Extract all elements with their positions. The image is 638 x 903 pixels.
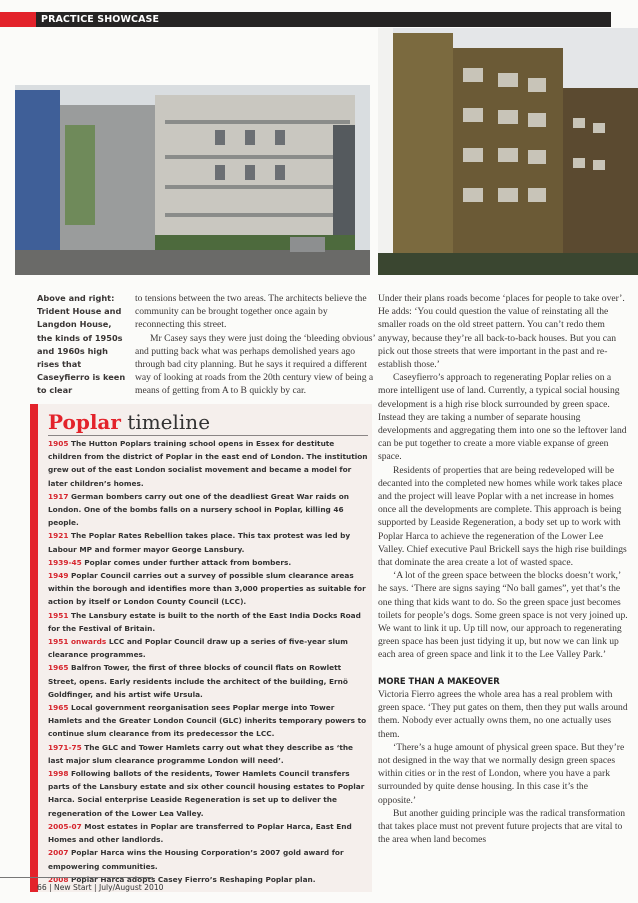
paragraph: ‘There’s a huge amount of physical green space. But they’re not designed in the way that we normally design green spaces within cities or in the rest of London, where you have a park surrounded by quite dense housing. In this case it’s the opposite.’ [378, 741, 625, 806]
paragraph: Caseyfierro’s approach to regenerating Poplar relies on a more intelligent use of land. Currently, a typical social housing development is a high rise block surrounded by green space. Instead they are taking a number of separate housing developments and aggregating them into one so the leftover land can be put together to create a more viable expanse of green space. [378, 372, 627, 463]
timeline-year: 2007 [48, 848, 69, 858]
timeline-entry [48, 569, 368, 609]
paragraph: ‘A lot of the green space between the blocks doesn’t work,’ he says. ‘There are signs saying “No ball games”, yet that’s the one thing that kids want to do. So the green space just becomes toilets for people’s dogs. Some green space is not very joined up. We want to link it up. Up till now, our approach to regenerating green space has been just tidying it up, but now we can link up each area of green space and link it to the Lee Valley Park.’ [378, 570, 628, 661]
timeline-text: The Lansbury estate is built to the north of the East India Docks Road for the Festival of Britain. [48, 610, 361, 633]
timeline-text: LCC and Poplar Council draw up a series of five-year slum clearance programmes. [48, 637, 348, 660]
timeline-text: Following ballots of the residents, Tower Hamlets Council transfers parts of the Lansbury estate and six other council housing estates to Poplar Harca. Social enterprise Leaside Regeneration is set up to deliver the regeneration of the Lower Lea Valley. [48, 769, 365, 818]
footer-divider [0, 877, 153, 878]
photo-trident-house [15, 85, 370, 275]
timeline-year: 1939-45 [48, 557, 82, 567]
timeline-entry [48, 529, 368, 555]
timeline-list [48, 437, 368, 886]
timeline-title-accent: Poplar [48, 410, 121, 434]
timeline-entry [48, 846, 368, 872]
timeline-text: Local government reorganisation sees Poplar merge into Tower Hamlets and the Greater London Council (GLC) inherits temporary powers to continue slum clearance from its predecessor the LCC. [48, 703, 367, 739]
paragraph: But another guiding principle was the radical transformation that takes place must not prevent future projects that are vital to the area when land becomes [378, 807, 626, 846]
timeline-year: 2005-07 [48, 821, 82, 831]
timeline-text: The GLC and Tower Hamlets carry out what they describe as ‘the last major slum clearance programme London will need’. [48, 742, 354, 765]
timeline-entry [48, 609, 368, 635]
timeline-text: Poplar Council carries out a survey of possible slum clearance areas within the borough and identifies more than 3,000 properties as suitable for action by itself or London County Council (LCC). [48, 571, 366, 607]
timeline-year: 2008 [48, 874, 69, 884]
photo-langdon-house [378, 28, 638, 275]
photo-caption: Above and right: Trident House and Langdon House, the kinds of 1950s and 1960s high rises that Caseyfierro is keen to clear [37, 293, 126, 396]
paragraph: to tensions between the two areas. The architects believe the community can be brought together once again by reconnecting this street. [135, 293, 367, 331]
article-body-left [135, 292, 375, 398]
timeline-text: Poplar comes under further attack from bombers. [81, 557, 292, 567]
timeline-entry [48, 437, 368, 490]
timeline-entry [48, 490, 368, 530]
timeline-entry [48, 741, 368, 767]
timeline-box [30, 404, 372, 892]
section-header: PRACTICE SHOWCASE [36, 12, 611, 27]
timeline-year: 1971-75 [48, 742, 82, 752]
paragraph: Residents of properties that are being redeveloped will be decanted into the completed new homes while work takes place and the project will leave Poplar with a net increase in homes once all the developments are complete. This approach is being supported by Leaside Regeneration, a body set up to work with Poplar Harca to achieve the regeneration of the Lower Lee Valley. Chief executive Paul Brickell says the high rise buildings that dominate the area create a lot of wasted space. [378, 464, 627, 569]
paragraph: Mr Casey says they were just doing the ‘bleeding obvious’ and putting back what was perhaps demolished years ago through bad city planning. But he says it required a different way of looking at roads from the 20th century view of being a means of getting from A to B quickly by car. [135, 332, 375, 397]
timeline-year: 1965 [48, 663, 69, 673]
timeline-entry [48, 661, 368, 701]
timeline-text: Most estates in Poplar are transferred to Poplar Harca, East End Homes and other landlords. [48, 821, 352, 845]
timeline-text: The Poplar Rates Rebellion takes place. This tax protest was led by Labour MP and former mayor George Lansbury. [48, 531, 351, 554]
timeline-year: 1965 [48, 703, 69, 713]
timeline-year: 1951 [48, 610, 69, 620]
timeline-text: German bombers carry out one of the deadliest Great War raids on London. One of the bombs falls on a nursery school in Poplar, killing 46 people. [48, 491, 349, 528]
timeline-year: 1951 onwards [48, 637, 107, 647]
timeline-entry [48, 701, 368, 741]
timeline-year: 1917 [48, 491, 69, 501]
divider [48, 435, 368, 436]
timeline-year: 1905 [48, 439, 69, 448]
timeline-year: 1921 [48, 531, 69, 541]
timeline-year: 1949 [48, 571, 69, 581]
timeline-text: The Hutton Poplars training school opens in Essex for destitute children from the district of Poplar in the east end of London. The institution grew out of the east London socialist movement and became a model for later children’s homes. [48, 439, 368, 488]
paragraph: Victoria Fierro agrees the whole area has a real problem with green space. ‘They put gates on them, then they put walls around them. Nobody ever actually owns them, no one actually uses them. [378, 688, 628, 740]
page-footer: 66 | New Start | July/August 2010 [37, 883, 164, 892]
timeline-year: 1998 [48, 769, 69, 779]
timeline-text: Balfron Tower, the first of three blocks of council flats on Rowlett Street, opens. Early residents include the architect of the building, Ernö Goldfinger, and his artist wife Ursula. [48, 663, 348, 699]
timeline-title-rest: timeline [120, 410, 211, 434]
paragraph: Under their plans roads become ‘places for people to take over’. He adds: ‘You could question the value of reinstating all the smaller roads on the old street pattern. You can’t redo them anyway, because they’re all back-to-back houses. But you can pick out those streets that were important in the past and re-establish those.’ [378, 293, 625, 371]
timeline-entry [48, 820, 368, 846]
article-body-right [378, 292, 628, 846]
timeline-title [48, 410, 210, 434]
subheading: MORE THAN A MAKEOVER [378, 675, 500, 686]
timeline-entry [48, 767, 368, 820]
timeline-accent-bar [30, 404, 38, 892]
timeline-entry [48, 635, 368, 661]
section-accent [0, 12, 36, 27]
timeline-entry [48, 556, 368, 569]
timeline-text: Poplar Harca wins the Housing Corporation’s 2007 gold award for empowering communities. [48, 848, 344, 871]
timeline-text: Poplar Harca adopts Casey Fierro’s Reshaping Poplar plan. [68, 874, 316, 884]
